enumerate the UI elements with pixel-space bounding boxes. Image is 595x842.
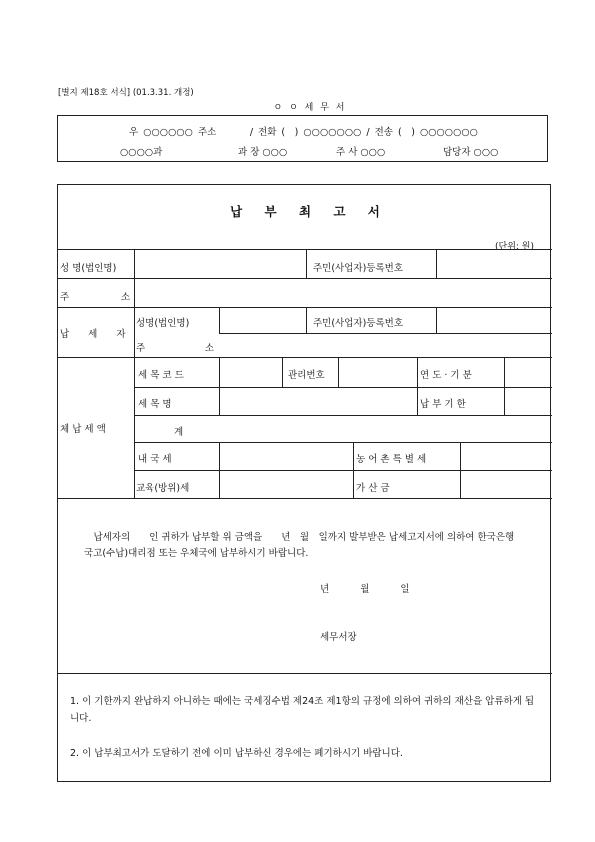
notice-text: 납세자의 인 귀하가 납부할 위 금액을 년 월 일까지 발부받은 납세고지서에 의하여 한국은행 국고(수납)대리점 또는 우체국에 납부하시기 바랍니다. [84,532,515,559]
office-manager: 담당자 ○○○ [443,147,499,158]
management-number-label: 관리번호 [288,370,325,381]
taxpayer-name-label: 성명(법인명) [136,318,190,329]
taxpayer-label: 납 세 자 [60,329,126,340]
tax-code-label: 세 목 코 드 [138,370,184,381]
name-label: 성 명(법인명) [60,263,117,274]
address-label-a: 주 [60,292,70,303]
registration-number-label: 주민(사업자)등록번호 [313,263,404,274]
note-item: 2. 이 납부최고서가 도달하기 전에 이미 납부하신 경우에는 폐기하시기 바랍니다. [70,748,403,759]
office-chief: 과 장 ○○○ [238,147,288,158]
education-tax-label: 교육(방위)세 [136,483,190,494]
taxpayer-address-label-b: 소 [204,343,214,354]
office-address-line: 우 ○○○○○○ 주소 / 전화 ( ) ○○○○○○○ / 전송 ( ) ○○○○○○○ [129,127,478,138]
taxpayer-registration-label: 주민(사업자)등록번호 [313,318,404,329]
signature-line: 세무서장 [320,632,357,643]
address-label [60,289,130,303]
arrears-label: 체 납 세 액 [60,424,106,435]
form-reference: [별지 제18호 서식] (01.3.31. 개정) [58,88,194,98]
form-title: 납 부 최 고 서 [230,204,380,219]
tax-office-name: ㅇ ㅇ 세 무 서 [273,103,347,113]
year-period-label: 연 도 · 기 분 [420,370,472,381]
rural-special-tax-label: 농 어 촌 특 별 세 [356,454,427,465]
address-label-b: 소 [120,292,130,303]
total-label: 계 [174,427,184,438]
unit-label: (단위: 원) [495,242,534,252]
surcharge-label: 가 산 금 [356,483,390,494]
taxpayer-address-label-a: 주 [136,343,146,354]
due-date-label: 납 부 기 한 [420,399,466,410]
note-item: 1. 이 기한까지 완납하지 아니하는 때에는 국세징수법 제24조 제1항의 규정에 의하여 귀하의 재산을 압류하게 됩니다. [70,696,535,724]
date-line: 년 월 일 [320,584,410,595]
office-officer: 주 사 ○○○ [336,147,386,158]
payment-notice-form [57,184,551,782]
national-tax-label: 내 국 세 [138,454,172,465]
taxpayer-address-label [136,340,214,354]
tax-item-label: 세 목 명 [138,399,172,410]
office-department: ○○○○과 [120,147,163,158]
office-address-box [57,115,548,162]
